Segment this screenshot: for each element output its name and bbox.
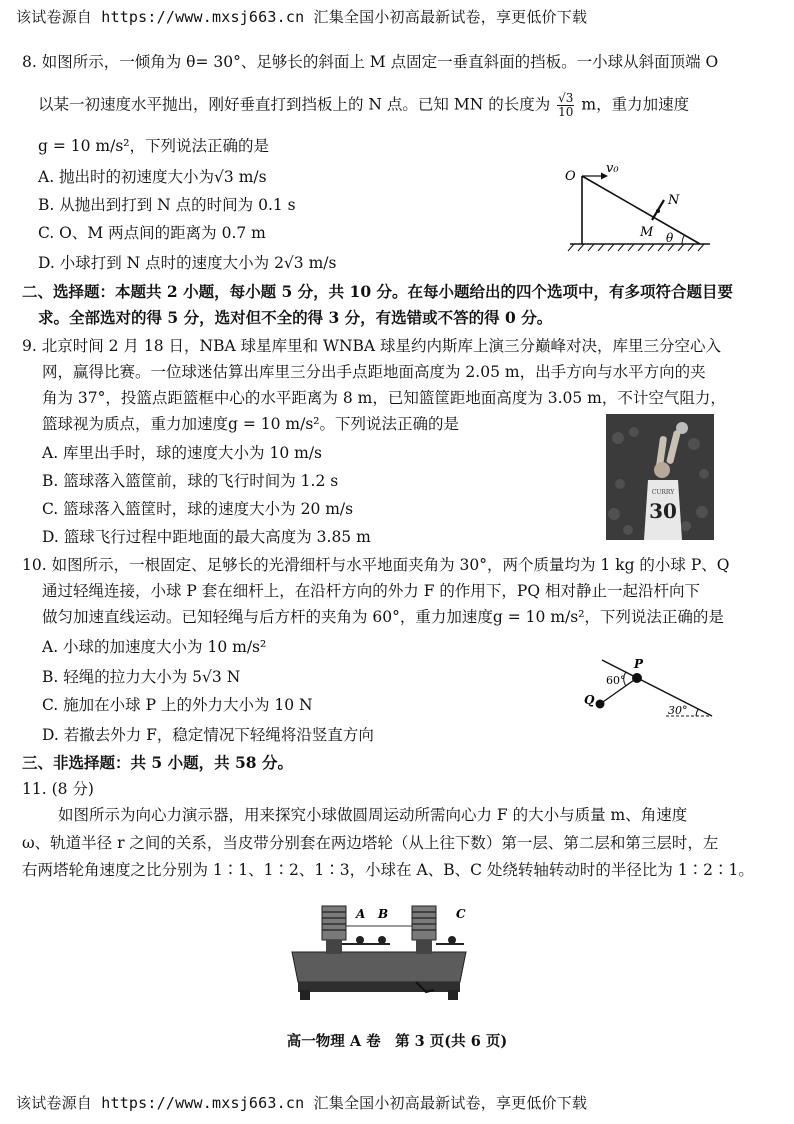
page-footer: 高一物理 A 卷 第 3 页(共 6 页) bbox=[286, 1033, 508, 1050]
q10-line-2: 通过轻绳连接，小球 P 套在细杆上，在沿杆方向的外力 F 的作用下，PQ 相对静止一起沿杆向下 bbox=[42, 582, 700, 600]
label-60-deg: 60° bbox=[606, 674, 626, 687]
right-tower-base bbox=[416, 940, 432, 954]
label-p: P bbox=[634, 657, 644, 671]
point-n-dot bbox=[656, 209, 660, 213]
q10-rod-figure bbox=[580, 652, 720, 724]
mn-length-fraction bbox=[557, 92, 574, 119]
label-n: N bbox=[668, 193, 680, 208]
source-footer: 该试卷源自 https://www.mxsj663.cn 汇集全国小初高最新试卷，享更低价下载 bbox=[16, 1094, 588, 1112]
label-30-deg: 30° bbox=[668, 704, 688, 717]
centripetal-demonstrator-figure bbox=[286, 896, 476, 1004]
q8-option-a: A. 抛出时的初速度大小为√3 m/s bbox=[38, 168, 267, 186]
player-illustration bbox=[606, 414, 714, 540]
left-tower-wheel bbox=[322, 906, 346, 940]
label-o: O bbox=[565, 169, 576, 184]
q11-line-3: 右两塔轮角速度之比分别为 1∶1、1∶2、1∶3，小球在 A、B、C 处绕转轴转动时的半径比为 1∶2∶1。 bbox=[22, 861, 754, 879]
q9-option-c: C. 篮球落入篮筐时，球的速度大小为 20 m/s bbox=[42, 500, 354, 518]
q8-option-d: D. 小球打到 N 点时的速度大小为 2√3 m/s bbox=[38, 254, 337, 272]
q9-line-4: 篮球视为质点，重力加速度g = 10 m/s²。下列说法正确的是 bbox=[42, 415, 460, 433]
label-v0: v₀ bbox=[606, 161, 619, 176]
section-3-heading: 三、非选择题：共 5 小题，共 58 分。 bbox=[22, 753, 293, 772]
basketball-player-photo bbox=[606, 414, 714, 540]
q8-line-2a: 以某一初速度水平抛出，刚好垂直打到挡板上的 N 点。已知 MN 的长度为 bbox=[38, 95, 551, 114]
q8-incline-figure bbox=[560, 160, 720, 256]
label-c: C bbox=[456, 907, 466, 921]
label-b: B bbox=[378, 907, 389, 921]
left-tower-base bbox=[326, 940, 342, 954]
q11-heading: 11. (8 分) bbox=[22, 780, 94, 798]
q8-line-2 bbox=[38, 92, 689, 119]
fraction-numerator: √3 bbox=[558, 91, 574, 105]
q9-option-b: B. 篮球落入篮筐前，球的飞行时间为 1.2 s bbox=[42, 472, 339, 490]
jersey-number: 30 bbox=[649, 499, 677, 523]
smooth-rod bbox=[602, 660, 712, 716]
q10-line-1: 10. 如图所示，一根固定、足够长的光滑细杆与水平地面夹角为 30°，两个质量均为 1 kg 的小球 P、Q bbox=[22, 556, 730, 574]
q10-line-3: 做匀加速直线运动。已知轻绳与后方杆的夹角为 60°，重力加速度g = 10 m/s²，下列说法正确的是 bbox=[42, 608, 724, 626]
ball-q bbox=[596, 700, 605, 709]
base-front bbox=[298, 982, 460, 992]
q8-line-2b: m，重力加速度 bbox=[581, 95, 690, 114]
label-a: A bbox=[356, 907, 366, 921]
source-header: 该试卷源自 https://www.mxsj663.cn 汇集全国小初高最新试卷，享更低价下载 bbox=[16, 8, 588, 26]
ball-b bbox=[378, 936, 386, 944]
q8-option-b: B. 从抛出到打到 N 点的时间为 0.1 s bbox=[38, 196, 296, 214]
theta-arc bbox=[682, 235, 685, 244]
angle-30-arc bbox=[696, 709, 698, 716]
right-tower-wheel bbox=[412, 906, 436, 940]
leg-left bbox=[300, 990, 310, 1000]
ball-c bbox=[448, 936, 456, 944]
section-2-line-2: 求。全部选对的得 5 分，选对但不全的得 3 分，有选错或不答的得 0 分。 bbox=[38, 308, 553, 327]
fraction-denominator: 10 bbox=[558, 105, 574, 119]
q10-option-c: C. 施加在小球 P 上的外力大小为 10 N bbox=[42, 696, 313, 714]
jersey-name: CURRY bbox=[651, 489, 675, 496]
leg-right bbox=[448, 990, 458, 1000]
q8-line-3: g = 10 m/s²，下列说法正确的是 bbox=[38, 137, 270, 155]
label-theta: θ bbox=[666, 231, 674, 245]
label-q: Q bbox=[584, 693, 595, 707]
q8-line-1: 8. 如图所示，一倾角为 θ= 30°、足够长的斜面上 M 点固定一垂直斜面的挡板。一小球从斜面顶端 O bbox=[22, 53, 719, 71]
q11-line-2: ω、轨道半径 r 之间的关系，当皮带分别套在两边塔轮（从上往下数）第一层、第二层和第三层时，左 bbox=[22, 834, 719, 852]
q9-line-3: 角为 37°，投篮点距篮框中心的水平距离为 8 m，已知篮筐距地面高度为 3.05 m，不计空气阻力， bbox=[42, 389, 726, 407]
q11-line-1: 如图所示为向心力演示器，用来探究小球做圆周运动所需向心力 F 的大小与质量 m、角速度 bbox=[58, 806, 688, 824]
q10-option-a: A. 小球的加速度大小为 10 m/s² bbox=[42, 638, 267, 656]
label-m: M bbox=[640, 225, 654, 240]
q9-option-a: A. 库里出手时，球的速度大小为 10 m/s bbox=[42, 444, 322, 462]
q9-option-d: D. 篮球飞行过程中距地面的最大高度为 3.85 m bbox=[42, 528, 371, 546]
base-top bbox=[292, 952, 466, 982]
q10-option-b: B. 轻绳的拉力大小为 5√3 N bbox=[42, 668, 241, 686]
q10-option-d: D. 若撤去外力 F，稳定情况下轻绳将沿竖直方向 bbox=[42, 726, 374, 744]
ball-p bbox=[632, 673, 642, 683]
q9-line-1: 9. 北京时间 2 月 18 日，NBA 球星库里和 WNBA 球星约内斯库上演三分巅峰对决，库里三分空心入 bbox=[22, 337, 722, 355]
ground-hatch bbox=[568, 244, 704, 251]
q8-option-c: C. O、M 两点间的距离为 0.7 m bbox=[38, 224, 266, 242]
section-2-line-1: 二、选择题：本题共 2 小题，每小题 5 分，共 10 分。在每小题给出的四个选项中，有多项符合题目要 bbox=[22, 282, 734, 301]
ball-a bbox=[356, 936, 364, 944]
q9-line-2: 网，赢得比赛。一位球迷估算出库里三分出手点距地面高度为 2.05 m，出手方向与水平方向的夹 bbox=[42, 363, 706, 381]
